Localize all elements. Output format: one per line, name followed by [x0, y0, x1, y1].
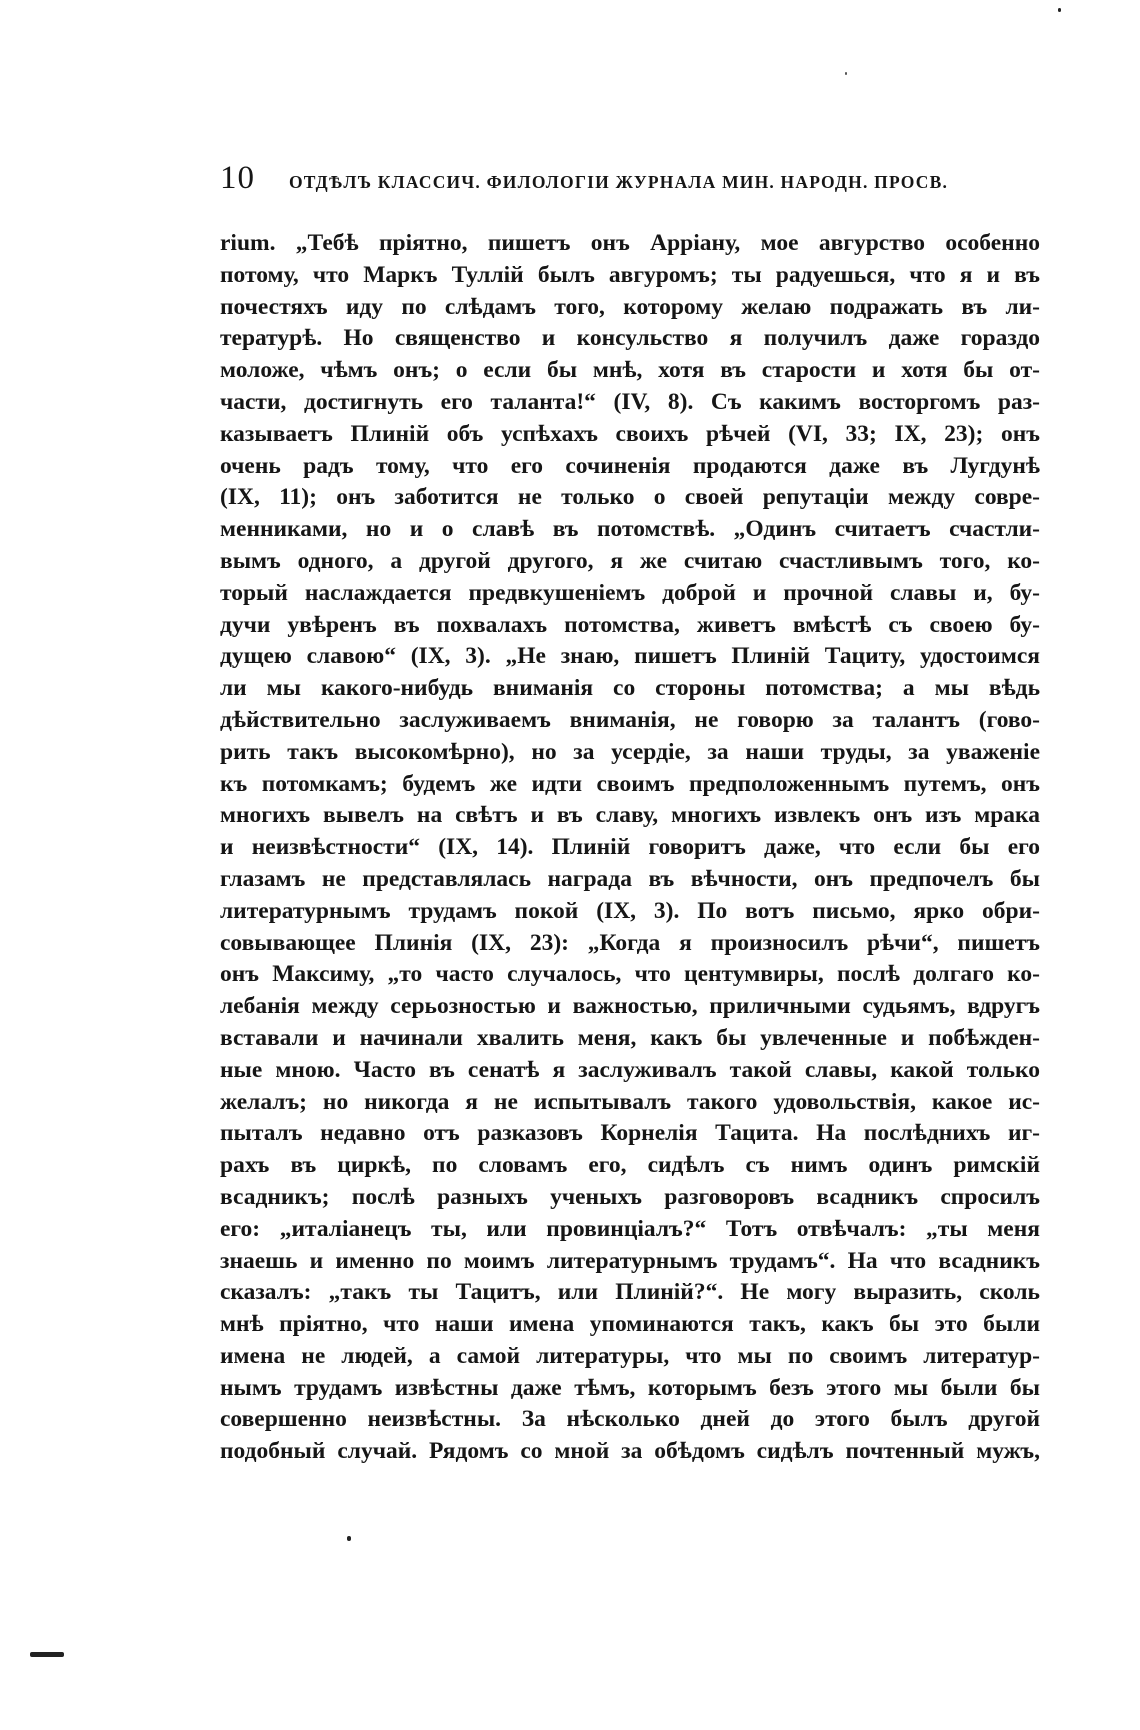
text-line: тературѣ. Но священство и консульство я получилъ даже гораздо [220, 325, 1040, 352]
body-text [220, 228, 1040, 1468]
text-line: части, достигнуть его таланта!“ (IV, 8). Съ какимъ восторгомъ раз- [220, 388, 1040, 415]
text-line: онъ Максиму, „то часто случалось, что центумвиры, послѣ долгаго ко- [220, 961, 1040, 988]
text-line: лебанія между серьозностью и важностью, приличными судьямъ, вдругъ [220, 993, 1040, 1020]
running-title: ОТДѢЛЪ КЛАССИЧ. ФИЛОЛОГІИ ЖУРНАЛА МИН. НАРОДН. ПРОСВ. [289, 172, 949, 192]
text-line: вставали и начинали хвалить меня, какъ бы увлеченные и побѣжден- [220, 1024, 1040, 1051]
text-line: имена не людей, а самой литературы, что мы по своимъ литератур- [220, 1342, 1040, 1369]
text-line: дущею славою“ (IX, 3). „Не знаю, пишетъ Плиній Тациту, удостоимся [220, 643, 1040, 670]
text-line: и неизвѣстности“ (IX, 14). Плиній говоритъ даже, что если бы его [220, 834, 1040, 861]
text-line: подобный случай. Рядомъ со мной за обѣдомъ сидѣлъ почтенный мужъ, [220, 1438, 1040, 1465]
scan-speck [347, 1536, 351, 1541]
text-line: пыталъ недавно отъ разказовъ Корнелія Тацита. На послѣднихъ иг- [220, 1120, 1040, 1147]
scan-speck [30, 1652, 64, 1657]
text-line: очень радъ тому, что его сочиненія продаются даже въ Лугдунѣ [220, 452, 1040, 479]
text-line: его: „италіанецъ ты, или провинціалъ?“ Тотъ отвѣчалъ: „ты меня [220, 1215, 1040, 1242]
text-line: потому, что Маркъ Туллій былъ авгуромъ; ты радуешься, что я и въ [220, 261, 1040, 288]
text-line: (IX, 11); онъ заботится не только о своей репутаціи между совре- [220, 484, 1040, 511]
scan-speck [1058, 8, 1061, 12]
text-line: сказалъ: „такъ ты Тацитъ, или Плиній?“. Не могу выразить, сколь [220, 1279, 1040, 1306]
page-number: 10 [220, 160, 255, 196]
text-line: совывающее Плинія (IX, 23): „Когда я произносилъ рѣчи“, пишетъ [220, 929, 1040, 956]
text-line: къ потомкамъ; будемъ же идти своимъ предположеннымъ путемъ, онъ [220, 770, 1040, 797]
text-line: глазамъ не представлялась награда въ вѣчности, онъ предпочелъ бы [220, 865, 1040, 892]
text-line: вымъ одного, а другой другого, я же считаю счастливымъ того, ко- [220, 547, 1040, 574]
text-line: почестяхъ иду по слѣдамъ того, которому желаю подражать въ ли- [220, 293, 1040, 320]
text-line: всадникъ; послѣ разныхъ ученыхъ разговоровъ всадникъ спросилъ [220, 1183, 1040, 1210]
text-line: литературнымъ трудамъ покой (IX, 3). По вотъ письмо, ярко обри- [220, 897, 1040, 924]
text-line: торый наслаждается предвкушеніемъ доброй и прочной славы и, бу- [220, 579, 1040, 606]
text-line: менниками, но и о славѣ въ потомствѣ. „Одинъ считаетъ счастли- [220, 516, 1040, 543]
text-line: совершенно неизвѣстны. За нѣсколько дней до этого былъ другой [220, 1406, 1040, 1433]
scan-speck [845, 72, 847, 75]
text-line: рить такъ высокомѣрно), но за усердіе, за наши труды, за уваженіе [220, 738, 1040, 765]
text-line: многихъ вывелъ на свѣтъ и въ славу, многихъ извлекъ онъ изъ мрака [220, 802, 1040, 829]
text-line: казываетъ Плиній объ успѣхахъ своихъ рѣчей (VI, 33; IX, 23); онъ [220, 420, 1040, 447]
text-line: ли мы какого-нибудь вниманія со стороны потомства; а мы вѣдь [220, 675, 1040, 702]
text-line: дучи увѣренъ въ похвалахъ потомства, живетъ вмѣстѣ съ своею бу- [220, 611, 1040, 638]
text-line: желалъ; но никогда я не испытывалъ такого удовольствія, какое ис- [220, 1088, 1040, 1115]
text-line: знаешь и именно по моимъ литературнымъ трудамъ“. На что всадникъ [220, 1247, 1040, 1274]
text-line: rium. „Тебѣ пріятно, пишетъ онъ Арріану, мое авгурство особенно [220, 230, 1040, 256]
text-line: нымъ трудамъ извѣстны даже тѣмъ, которымъ безъ этого мы были бы [220, 1374, 1040, 1401]
text-line: ные мною. Часто въ сенатѣ я заслуживалъ такой славы, какой только [220, 1056, 1040, 1083]
text-line: рахъ въ циркѣ, по словамъ его, сидѣлъ съ нимъ одинъ римскій [220, 1152, 1040, 1179]
text-line: моложе, чѣмъ онъ; о если бы мнѣ, хотя въ старости и хотя бы от- [220, 357, 1040, 384]
text-line: мнѣ пріятно, что наши имена упоминаются такъ, какъ бы это были [220, 1311, 1040, 1338]
page-header [220, 160, 990, 200]
text-line: дѣйствительно заслуживаемъ вниманія, не говорю за талантъ (гово- [220, 706, 1040, 733]
